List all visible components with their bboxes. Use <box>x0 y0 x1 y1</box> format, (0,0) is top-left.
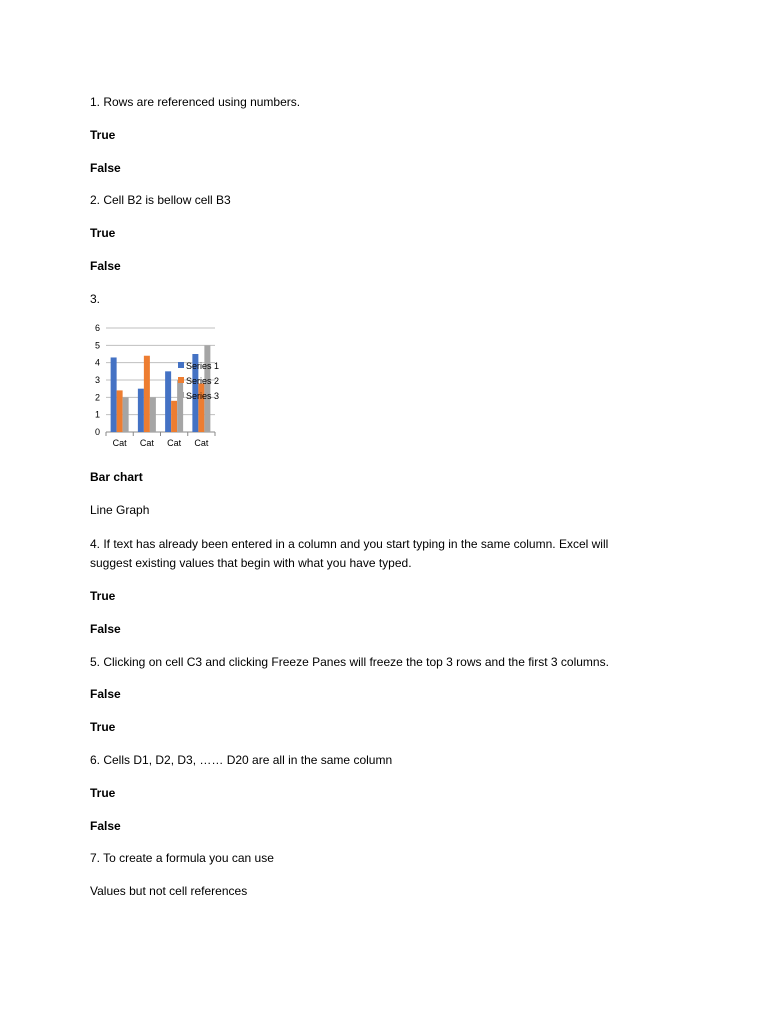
q4-option-false[interactable]: False <box>90 622 121 636</box>
question-2: 2. Cell B2 is bellow cell B3 <box>90 193 231 207</box>
question-7: 7. To create a formula you can use <box>90 851 274 865</box>
question-5: 5. Clicking on cell C3 and clicking Freeze Panes will freeze the top 3 rows and the first 3 columns. <box>90 655 609 669</box>
question-6: 6. Cells D1, D2, D3, …… D20 are all in the same column <box>90 753 393 767</box>
q1-option-true[interactable]: True <box>90 128 116 142</box>
legend-label: Series 3 <box>186 391 220 401</box>
q5-option-true[interactable]: True <box>90 720 116 734</box>
legend-swatch <box>178 362 184 368</box>
x-tick-label: Cat <box>139 438 154 448</box>
q3-option-bar-chart[interactable]: Bar chart <box>90 470 143 484</box>
question-3: 3. <box>90 292 101 306</box>
legend-label: Series 2 <box>186 376 220 386</box>
q3-option-line-graph[interactable]: Line Graph <box>90 503 150 517</box>
bar <box>171 401 177 432</box>
x-tick-label: Cat <box>167 438 182 448</box>
bar <box>144 356 150 432</box>
y-tick-label: 1 <box>94 409 100 420</box>
bar <box>117 390 123 432</box>
bar-chart-svg <box>88 318 228 458</box>
question-4: 4. If text has already been entered in a column and you start typing in the same column. Excel will suggest existing values that begin with what you have typed. <box>90 537 609 570</box>
legend-swatch <box>178 392 184 398</box>
q1-option-false[interactable]: False <box>90 161 121 175</box>
x-tick-label: Cat <box>194 438 209 448</box>
y-tick-label: 4 <box>94 357 100 368</box>
bar <box>177 380 183 432</box>
bar-chart <box>88 318 228 458</box>
q5-option-false[interactable]: False <box>90 687 121 701</box>
q6-option-false[interactable]: False <box>90 819 121 833</box>
q2-option-true[interactable]: True <box>90 226 116 240</box>
y-tick-label: 0 <box>94 427 100 437</box>
y-tick-label: 3 <box>94 375 100 385</box>
bar <box>123 397 129 432</box>
bar <box>165 371 171 432</box>
bar <box>111 357 117 432</box>
legend-label: Series 1 <box>186 361 220 371</box>
q4-option-true[interactable]: True <box>90 589 116 603</box>
question-1: 1. Rows are referenced using numbers. <box>90 95 301 109</box>
q6-option-true[interactable]: True <box>90 786 116 800</box>
bar <box>150 397 156 432</box>
bar <box>138 389 144 432</box>
x-tick-label: Cat <box>112 438 127 448</box>
y-tick-label: 6 <box>94 323 100 333</box>
bar <box>204 345 210 432</box>
q2-option-false[interactable]: False <box>90 259 121 273</box>
y-tick-label: 2 <box>94 392 100 403</box>
q7-option-values[interactable]: Values but not cell references <box>90 884 248 898</box>
legend-swatch <box>178 377 184 383</box>
y-tick-label: 5 <box>94 340 100 351</box>
